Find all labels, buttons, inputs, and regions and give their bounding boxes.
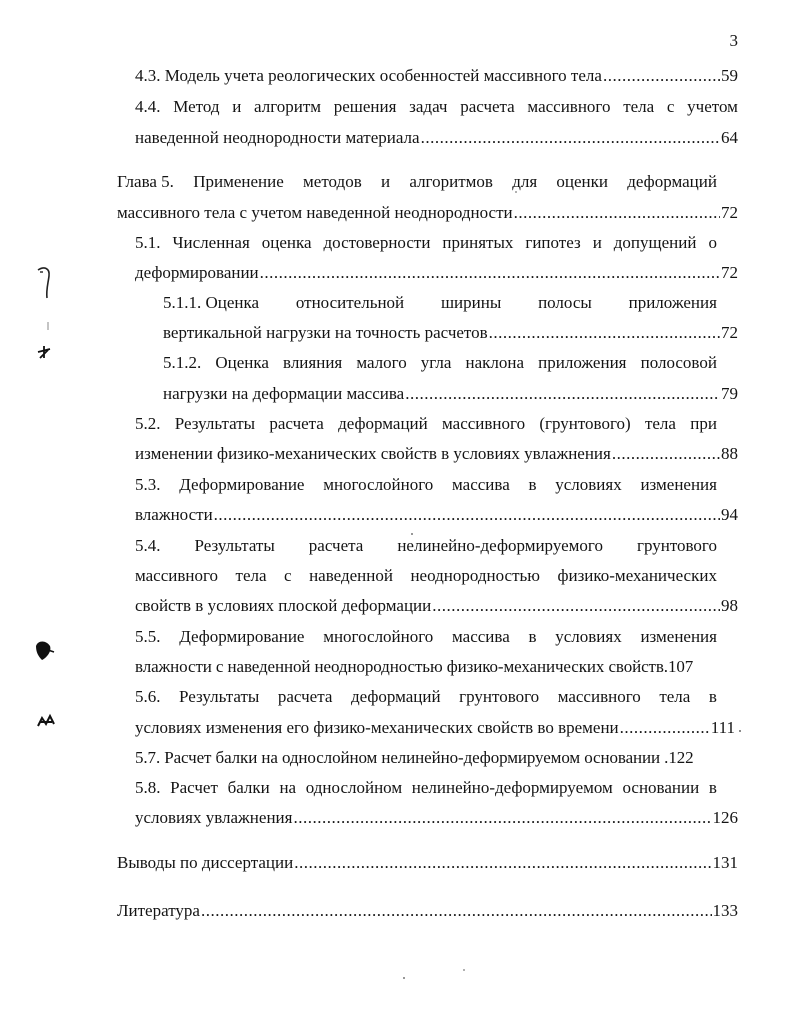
toc-page-number: 98 — [721, 596, 738, 615]
toc-word: грунтового — [459, 687, 540, 706]
toc-leader-dots — [421, 128, 720, 148]
toc-word: многослойного — [323, 627, 434, 646]
toc-word: массивного — [135, 566, 219, 585]
toc-entry-5-5-line1[interactable] — [135, 627, 717, 647]
toc-word: Деформирование — [179, 627, 305, 646]
toc-entry-4-4-line1[interactable] — [135, 97, 738, 117]
toc-entry-5-2-line2[interactable] — [135, 444, 738, 464]
toc-word: достоверности — [323, 233, 431, 252]
toc-word: гипотез — [525, 233, 581, 252]
toc-word: Глава 5. — [117, 172, 174, 191]
toc-leader-dots — [294, 853, 711, 873]
toc-page-number: 79 — [721, 384, 738, 403]
toc-entry-4-3[interactable] — [135, 66, 738, 86]
toc-entry-5-1-1-line1[interactable] — [163, 293, 717, 313]
toc-word: 5.1.1. Оценка — [163, 293, 260, 312]
toc-word: в — [528, 475, 537, 494]
toc-page-number: 133 — [712, 901, 738, 920]
toc-entry-5-4-line2[interactable] — [135, 566, 717, 586]
toc-entry-title: влажности — [135, 505, 213, 524]
toc-leader-dots — [214, 505, 720, 525]
toc-entry-5-3-line1[interactable] — [135, 475, 717, 495]
toc-leader-dots — [612, 444, 720, 464]
toc-entry-title: условиях изменения его физико-механических свойств во времени — [135, 718, 619, 737]
toc-entry-title: Выводы по диссертации — [117, 853, 294, 872]
toc-entry-5-2-line1[interactable] — [135, 414, 717, 434]
toc-word: угла — [420, 353, 452, 372]
toc-word: допущений — [613, 233, 697, 252]
toc-page-number: 64 — [721, 128, 738, 147]
toc-word: деформаций — [338, 414, 428, 433]
toc-page-number: 72 — [721, 263, 738, 282]
toc-word: оценка — [261, 233, 312, 252]
toc-entry-title: наведенной неоднородности материала — [135, 128, 420, 147]
toc-leader-dots — [201, 901, 712, 921]
toc-word: нелинейно-деформируемого — [397, 536, 603, 555]
toc-word: с — [666, 97, 675, 116]
toc-entry-5-1-2-line1[interactable] — [163, 353, 717, 373]
toc-word: приложения — [538, 353, 627, 372]
toc-leader-dots — [514, 203, 720, 223]
toc-entry-title: деформировании — [135, 263, 259, 282]
toc-entry-5-6-line2[interactable] — [135, 718, 735, 738]
toc-entry-5-4-line1[interactable] — [135, 536, 717, 556]
toc-entry-title: 4.3. Модель учета реологических особенностей массивного тела — [135, 66, 602, 85]
toc-page-number: 126 — [712, 808, 738, 827]
toc-word: о — [708, 233, 717, 252]
toc-word: расчета — [308, 536, 364, 555]
toc-entry-5-3-line2[interactable] — [135, 505, 738, 525]
toc-word: Расчет — [170, 778, 218, 797]
toc-word: и — [381, 172, 391, 191]
toc-word: нелинейно-деформируемом — [411, 778, 613, 797]
toc-word: грунтового — [636, 536, 717, 555]
scan-artifact-glyph — [38, 716, 54, 726]
toc-word: массива — [452, 475, 510, 494]
scan-speck — [739, 730, 741, 732]
scan-artifact-hook — [38, 268, 49, 298]
toc-word: полосы — [538, 293, 592, 312]
toc-word: и — [232, 97, 242, 116]
toc-word: (грунтового) — [539, 414, 631, 433]
toc-word: 5.8. — [135, 778, 161, 797]
toc-word: задач — [409, 97, 448, 116]
toc-word: условиях — [555, 475, 622, 494]
toc-word: балки — [227, 778, 270, 797]
toc-entry-4-4-line2[interactable] — [135, 128, 738, 148]
toc-word: в — [708, 687, 717, 706]
toc-word: в — [708, 778, 717, 797]
toc-word: с — [284, 566, 292, 585]
toc-chapter-5-line2[interactable] — [117, 203, 738, 223]
scan-artifact-blob — [36, 642, 50, 661]
toc-word: Деформирование — [179, 475, 305, 494]
toc-word: для — [512, 172, 538, 191]
toc-references[interactable] — [117, 901, 738, 921]
toc-word: физико-механических — [557, 566, 717, 585]
toc-leader-dots — [405, 384, 720, 404]
toc-word: в — [528, 627, 537, 646]
toc-entry-5-1-2-line2[interactable] — [163, 384, 738, 404]
toc-word: деформаций — [627, 172, 717, 191]
toc-chapter-5-line1[interactable] — [117, 172, 717, 192]
toc-word: ширины — [440, 293, 502, 312]
toc-entry-title: условиях увлажнения — [135, 808, 293, 827]
toc-entry-title: свойств в условиях плоской деформации — [135, 596, 432, 615]
toc-word: алгоритм — [254, 97, 322, 116]
toc-word: Результаты — [179, 687, 260, 706]
toc-word: и — [592, 233, 602, 252]
toc-page-number: 72 — [721, 323, 738, 342]
toc-entry-5-1-1-line2[interactable] — [163, 323, 738, 343]
scan-artifact-star — [38, 346, 50, 358]
toc-word: Применение — [193, 172, 284, 191]
toc-word: 5.4. — [135, 536, 161, 555]
toc-word: 5.1. — [135, 233, 161, 252]
toc-word: малого — [356, 353, 407, 372]
toc-leader-dots — [489, 323, 720, 343]
toc-word: Численная — [172, 233, 250, 252]
toc-word: учетом — [687, 97, 738, 116]
toc-word: массива — [452, 627, 510, 646]
toc-word: 5.6. — [135, 687, 161, 706]
toc-word: методов — [303, 172, 362, 191]
toc-word: 5.3. — [135, 475, 161, 494]
toc-word: приложения — [628, 293, 717, 312]
toc-word: изменения — [640, 475, 717, 494]
toc-entry-title: Литература — [117, 901, 200, 920]
toc-word: основании — [622, 778, 700, 797]
toc-word: расчета — [277, 687, 333, 706]
toc-word: 5.5. — [135, 627, 161, 646]
page-number: 3 — [729, 31, 738, 50]
toc-page-number: 59 — [721, 66, 738, 85]
toc-word: влияния — [283, 353, 343, 372]
toc-word: 4.4. — [135, 97, 161, 116]
toc-word: расчета — [460, 97, 515, 116]
toc-leader-dots — [293, 808, 711, 828]
toc-entry-5-6-line1[interactable] — [135, 687, 717, 707]
toc-page-number: 94 — [721, 505, 738, 524]
toc-word: относительной — [295, 293, 405, 312]
scan-speck — [411, 533, 413, 535]
toc-word: неоднородностью — [410, 566, 540, 585]
toc-word: массивного — [557, 687, 641, 706]
toc-word: Результаты — [174, 414, 256, 433]
toc-word: алгоритмов — [409, 172, 493, 191]
toc-word: решения — [333, 97, 397, 116]
toc-word: изменения — [640, 627, 717, 646]
toc-word: деформаций — [350, 687, 441, 706]
toc-word: наклона — [465, 353, 525, 372]
toc-leader-dots — [432, 596, 720, 616]
toc-word: тела — [235, 566, 267, 585]
toc-word: многослойного — [323, 475, 434, 494]
toc-word: наведенной — [309, 566, 393, 585]
toc-word: 5.2. — [135, 414, 161, 433]
toc-word: полосовой — [640, 353, 717, 372]
scan-speck — [403, 977, 405, 979]
toc-leader-dots — [603, 66, 720, 86]
toc-word: однослойном — [305, 778, 403, 797]
toc-word: при — [690, 414, 717, 433]
toc-word: Метод — [173, 97, 220, 116]
toc-word: на — [279, 778, 297, 797]
toc-page-number: 111 — [710, 718, 735, 737]
toc-word: тела — [644, 414, 676, 433]
toc-word: массивного — [527, 97, 611, 116]
toc-word: принятых — [442, 233, 514, 252]
toc-word: массивного — [442, 414, 526, 433]
toc-page-number: 72 — [721, 203, 738, 222]
toc-entry-5-1-line1[interactable] — [135, 233, 717, 253]
toc-word: тела — [623, 97, 655, 116]
toc-word: расчета — [269, 414, 324, 433]
toc-entry-5-7[interactable]: 5.7. Расчет балки на однослойном нелинейно-деформируемом основании .122 — [135, 748, 694, 767]
toc-word: 5.1.2. — [163, 353, 202, 372]
toc-conclusions[interactable] — [117, 853, 738, 873]
toc-entry-5-8-line1[interactable] — [135, 778, 717, 798]
toc-page-number: 131 — [712, 853, 738, 872]
toc-entry-5-1-line2[interactable] — [135, 263, 738, 283]
scan-speck — [463, 969, 465, 971]
toc-page-number: 88 — [721, 444, 738, 463]
toc-entry-5-5-line2[interactable]: влажности с наведенной неоднородностью физико-механических свойств.107 — [135, 657, 694, 676]
toc-entry-title: вертикальной нагрузки на точность расчетов — [163, 323, 488, 342]
toc-word: тела — [659, 687, 691, 706]
toc-entry-title: массивного тела с учетом наведенной неоднородности — [117, 203, 513, 222]
toc-entry-5-4-line3[interactable] — [135, 596, 738, 616]
toc-word: условиях — [555, 627, 622, 646]
toc-leader-dots — [260, 263, 720, 283]
toc-word: Результаты — [194, 536, 275, 555]
scan-artifact-blob-tail — [48, 650, 54, 652]
toc-entry-title: изменении физико-механических свойств в условиях увлажнения — [135, 444, 611, 463]
toc-word: Оценка — [215, 353, 269, 372]
toc-entry-5-8-line2[interactable] — [135, 808, 738, 828]
toc-leader-dots — [620, 718, 710, 738]
toc-word: оценки — [556, 172, 609, 191]
toc-entry-title: нагрузки на деформации массива — [163, 384, 405, 403]
